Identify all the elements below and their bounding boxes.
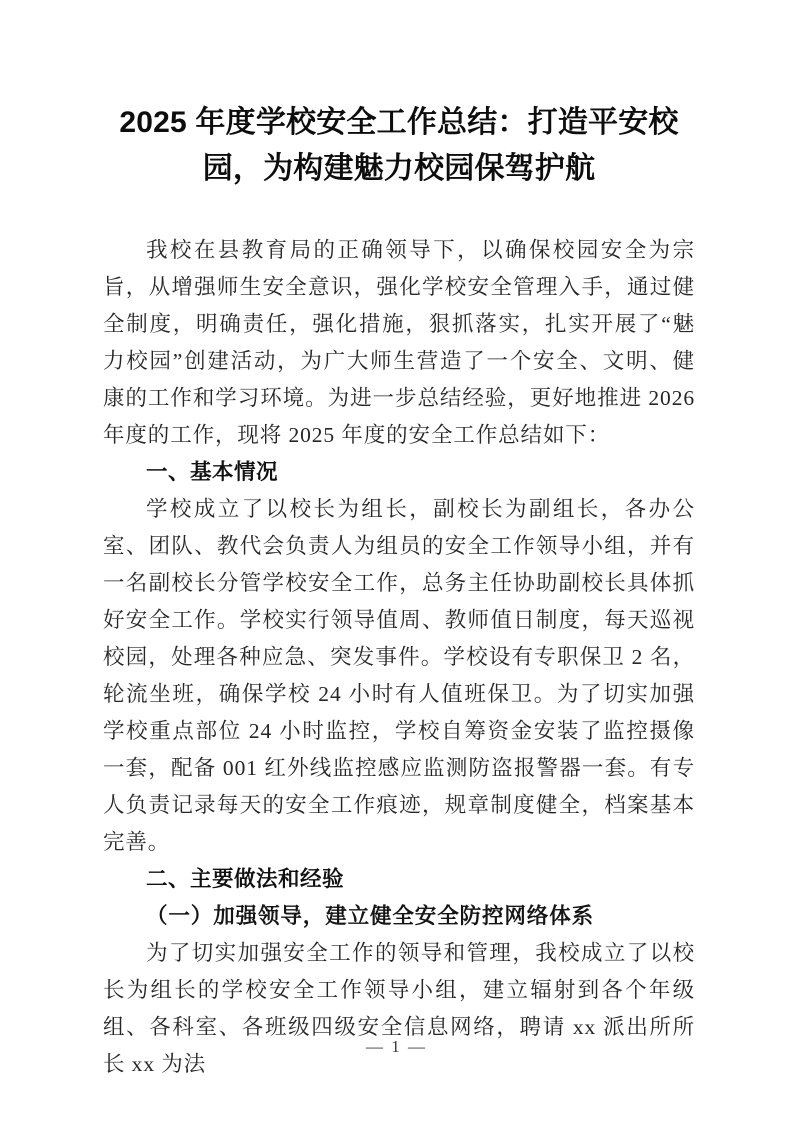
document-content xyxy=(103,0,695,1083)
page-number-footer: — 1 — xyxy=(366,1037,427,1056)
section-heading-two: 二、主要做法和经验 xyxy=(146,867,345,891)
section-one-paragraph: 学校成立了以校长为组长，副校长为副组长，各办公室、团队、教代会负责人为组员的安全工作领导小组，并有一名副校长分管学校安全工作，总务主任协助副校长具体抓好安全工作。学校实行领导值周、教师值日制度，每天巡视校园，处理各种应急、突发事件。学校设有专职保卫 2 名，轮流坐班，确保学校 24 小时有人值班保卫。为了切实加强学校重点部位 24 小时监控，学校自筹资金安装了监控摄像一套，配备 001 红外线监控感应监测防盗报警器一套。有专人负责记录每天的安全工作痕迹，规章制度健全，档案基本完善。 xyxy=(103,497,695,854)
subsection-two-one-paragraph: 为了切实加强安全工作的领导和管理，我校成立了以校长为组长的学校安全工作领导小组，建立辐射到各个年级组、各科室、各班级四级安全信息网络，聘请 xx 派出所所长 xx 为法 xyxy=(103,941,695,1076)
subsection-heading-two-one: （一）加强领导，建立健全安全防控网络体系 xyxy=(146,904,595,928)
section-heading-one: 一、基本情况 xyxy=(146,460,279,484)
intro-paragraph: 我校在县教育局的正确领导下，以确保校园安全为宗旨，从增强师生安全意识，强化学校安全管理入手，通过健全制度，明确责任，强化措施，狠抓落实，扎实开展了“魅力校园”创建活动，为广大师生营造了一个安全、文明、健康的工作和学习环境。为进一步总结经验，更好地推进 2026 年度的工作，现将 2025 年度的安全工作总结如下： xyxy=(103,238,695,447)
page-title: 2025 年度学校安全工作总结：打造平安校园，为构建魅力校园保驾护航 xyxy=(119,106,679,185)
